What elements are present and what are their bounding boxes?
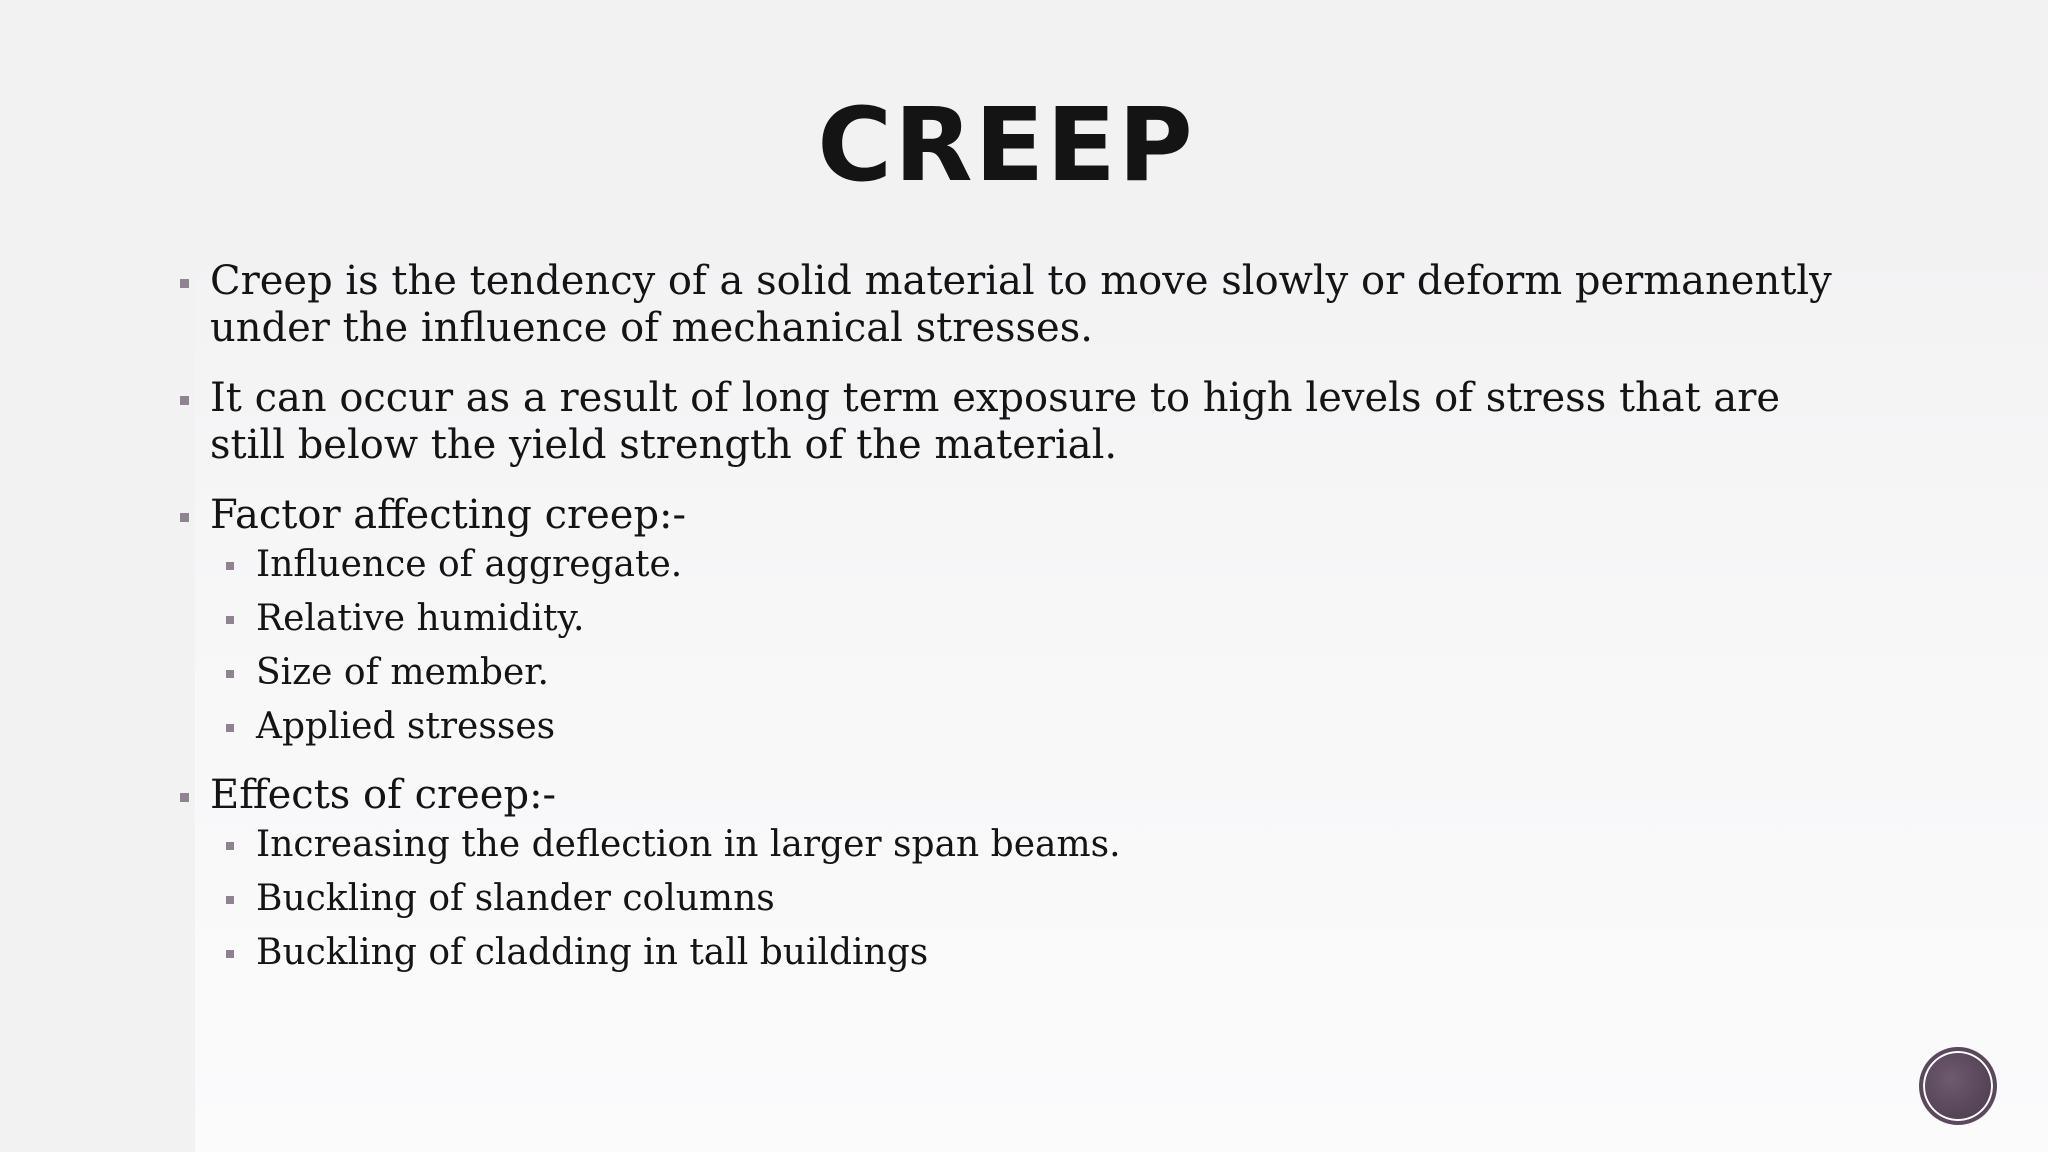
- sub-bullet-list: [180, 823, 1840, 975]
- bullet-marker: [180, 513, 189, 522]
- bullet-marker: [180, 279, 189, 288]
- sub-bullet-item: [226, 823, 1840, 867]
- circle-badge-icon: [1919, 1047, 1997, 1125]
- sub-bullet-text: Applied stresses: [256, 706, 556, 747]
- sub-bullet-item: [226, 651, 1840, 695]
- sub-bullet-marker: [226, 562, 234, 570]
- bullet-item: [180, 772, 1840, 819]
- sub-bullet-text: Relative humidity.: [256, 598, 585, 639]
- bullet-list: [180, 258, 1840, 998]
- sub-bullet-marker: [226, 724, 234, 732]
- sub-bullet-text: Influence of aggregate.: [256, 544, 683, 585]
- bullet-marker: [180, 793, 189, 802]
- sub-bullet-item: [226, 705, 1840, 749]
- bullet-item: [180, 375, 1840, 469]
- sub-bullet-item: [226, 931, 1840, 975]
- sub-bullet-marker: [226, 670, 234, 678]
- sub-bullet-text: Buckling of slander columns: [256, 878, 775, 919]
- sub-bullet-marker: [226, 896, 234, 904]
- sub-list-wrapper: [180, 823, 1840, 975]
- bullet-item: [180, 258, 1840, 352]
- sub-bullet-text: Buckling of cladding in tall buildings: [256, 932, 929, 973]
- sub-bullet-text: Increasing the deflection in larger span beams.: [256, 824, 1121, 865]
- sub-bullet-list: [180, 543, 1840, 749]
- sub-bullet-marker: [226, 616, 234, 624]
- bullet-text: Factor affecting creep:-: [210, 492, 687, 538]
- sub-bullet-item: [226, 543, 1840, 587]
- bullet-item: [180, 492, 1840, 539]
- sub-bullet-text: Size of member.: [256, 652, 549, 693]
- sub-list-wrapper: [180, 543, 1840, 749]
- sub-bullet-marker: [226, 950, 234, 958]
- sub-bullet-item: [226, 877, 1840, 921]
- sub-bullet-item: [226, 597, 1840, 641]
- bullet-text: Effects of creep:-: [210, 772, 557, 818]
- sub-bullet-marker: [226, 842, 234, 850]
- bullet-text: It can occur as a result of long term exposure to high levels of stress that are still below the yield strength of the material.: [210, 375, 1781, 468]
- bullet-text: Creep is the tendency of a solid material to move slowly or deform permanently under the influence of mechanical stresses.: [210, 258, 1832, 351]
- bullet-marker: [180, 396, 189, 405]
- slide-title: CREEP: [817, 86, 1195, 205]
